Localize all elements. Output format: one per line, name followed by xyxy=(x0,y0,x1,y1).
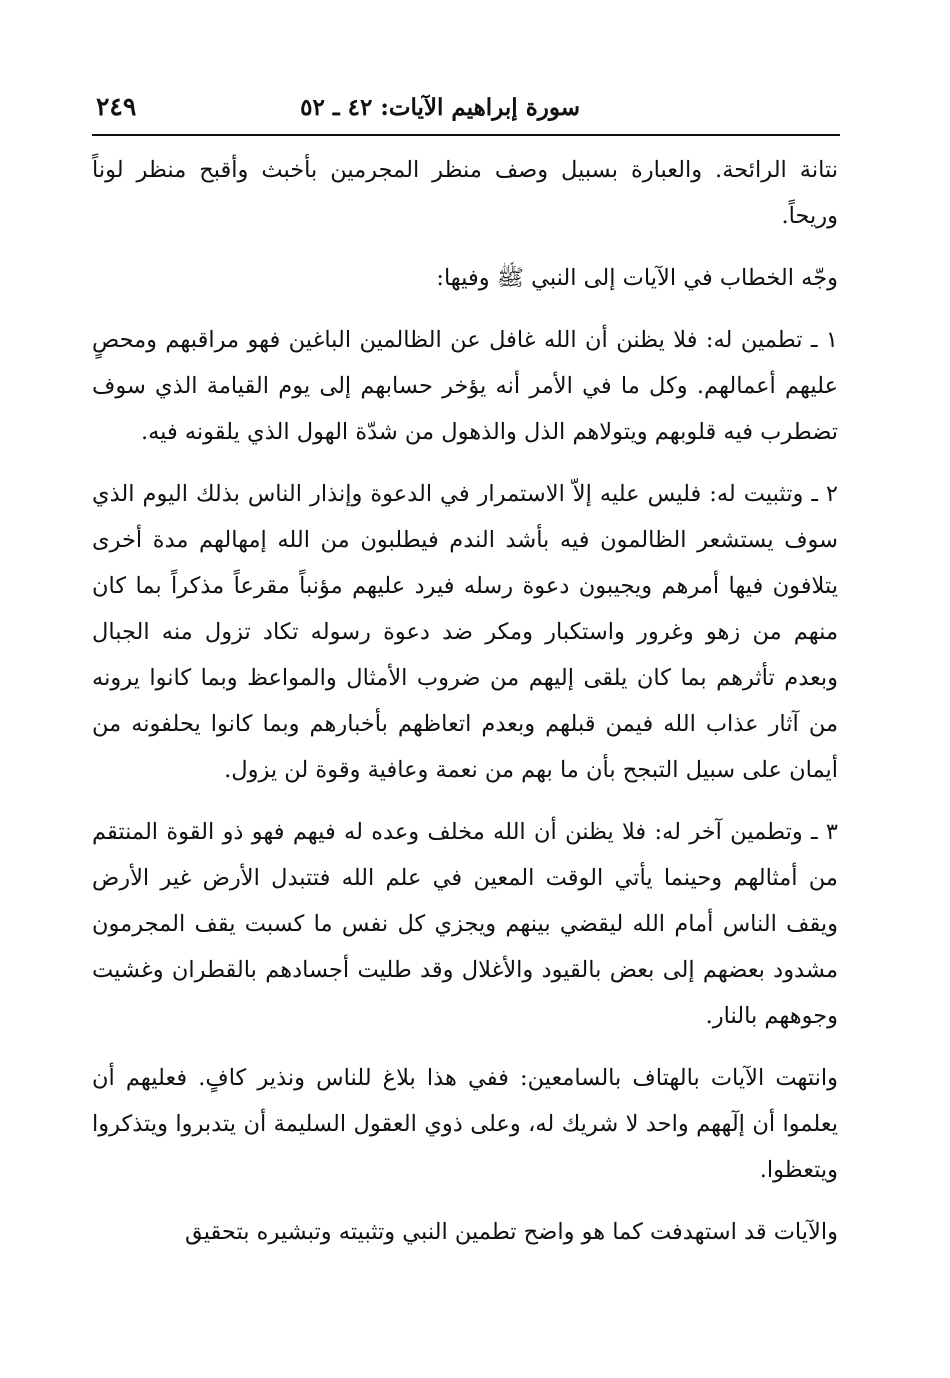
paragraph: ٢ ـ وتثبيت له: فليس عليه إلاّ الاستمرار في الدعوة وإنذار الناس بذلك اليوم الذي سوف يستشعر الظالمون فيه بأشد الندم فيطلبون من الله إمهالهم مدة أخرى يتلافون فيها أمرهم ويجيبون دعوة رسله فيرد عليهم مؤنباً مقرعاً مذكراً بما كان منهم من زهو وغرور واستكبار ومكر ضد دعوة رسوله تكاد تزول منه الجبال وبعدم تأثرهم بما كان يلقى إليهم من ضروب الأمثال والمواعظ وبما كانوا يرونه من آثار عذاب الله فيمن قبلهم وبعدم اتعاظهم بأخبارهم وبما كانوا يحلفونه من أيمان على سبيل التبجح بأن ما بهم من نعمة وعافية وقوة لن يزول. xyxy=(92,481,838,783)
paragraph: وجّه الخطاب في الآيات إلى النبي ﷺ وفيها: xyxy=(436,265,838,291)
body-text xyxy=(92,147,838,1255)
paragraph: وانتهت الآيات بالهتاف بالسامعين: ففي هذا بلاغ للناس ونذير كافٍ. فعليهم أن يعلموا أن إلٓههم واحد لا شريك له، وعلى ذوي العقول السليمة أن يتدبروا ويتذكروا ويتعظوا. xyxy=(92,1065,838,1183)
header-rule xyxy=(92,134,840,136)
paragraph: والآيات قد استهدفت كما هو واضح تطمين النبي وتثبيته وتبشيره بتحقيق xyxy=(185,1219,838,1245)
paragraph: ٣ ـ وتطمين آخر له: فلا يظنن أن الله مخلف وعده له فيهم فهو ذو القوة المنتقم من أمثالهم وحينما يأتي الوقت المعين في علم الله فتتبدل الأرض غير الأرض ويقف الناس أمام الله ليقضي بينهم ويجزي كل نفس ما كسبت يقف المجرمون مشدود بعضهم إلى بعض بالقيود والأغلال وقد طليت أجسادهم بالقطران وغشيت وجوههم بالنار. xyxy=(92,819,838,1029)
paragraph: ١ ـ تطمين له: فلا يظنن أن الله غافل عن الظالمين الباغين فهو مراقبهم ومحصٍ عليهم أعمالهم. وكل ما في الأمر أنه يؤخر حسابهم إلى يوم القيامة الذي سوف تضطرب فيه قلوبهم ويتولاهم الذل والذهول من شدّة الهول الذي يلقونه فيه. xyxy=(92,327,838,445)
page-number: ٢٤٩ xyxy=(96,92,137,121)
page-header xyxy=(92,94,840,130)
paragraph: نتانة الرائحة. والعبارة بسبيل وصف منظر المجرمين بأخبث وأقبح منظر لوناً وريحاً. xyxy=(92,157,838,229)
running-title: سورة إبراهيم الآيات: ٤٢ ـ ٥٢ xyxy=(300,94,580,121)
